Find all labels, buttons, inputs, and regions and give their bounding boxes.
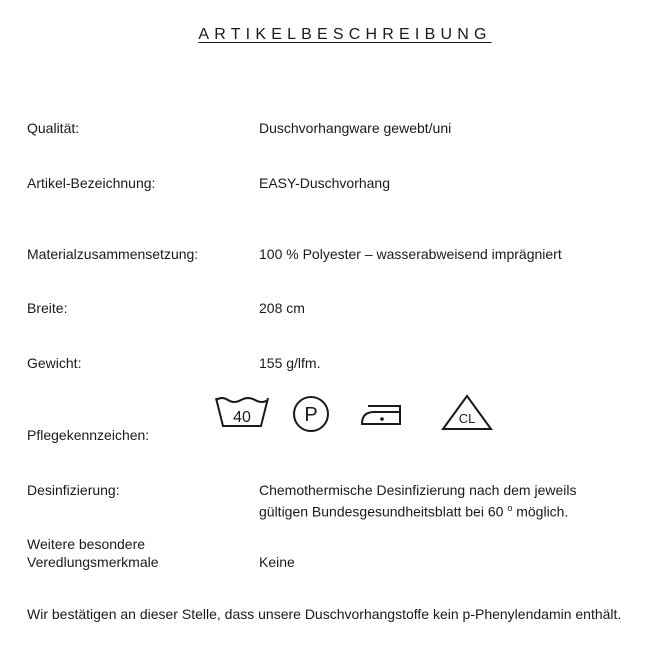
gewicht-value: 155 g/lfm. [259,355,321,371]
dry-clean-p-icon [291,394,331,434]
qualitaet-value: Duschvorhangware gewebt/uni [259,120,452,136]
breite-label: Breite: [27,300,68,316]
desinfizierung-label: Desinfizierung: [27,482,120,498]
bezeichnung-label: Artikel-Bezeichnung: [27,175,156,191]
veredlung-label [27,535,159,571]
chlorine-text: CL [458,411,476,426]
desinfizierung-line2 [259,499,639,521]
chlorine-bleach-icon [440,394,494,432]
desinfizierung-line2-text: gültigen Bundesgesundheitsblatt bei 60 [259,503,504,520]
bezeichnung-value: EASY-Duschvorhang [259,175,391,191]
desinfizierung-line1: Chemothermische Desinfizierung nach dem jeweils [259,482,577,498]
veredlung-value: Keine [259,554,295,570]
desinfizierung-line2-end: möglich. [512,503,569,520]
desinfizierung-value [259,481,639,521]
breite-value: 208 cm [259,300,305,316]
pflege-label: Pflegekennzeichen: [27,427,150,443]
page-title: ARTIKELBESCHREIBUNG [198,26,492,43]
gewicht-label: Gewicht: [27,355,82,371]
material-label: Materialzusammensetzung: [27,246,199,262]
wash-40-icon [214,394,270,430]
iron-low-icon [358,394,408,430]
veredlung-label-line2: Veredlungsmerkmale [27,554,159,570]
qualitaet-label: Qualität: [27,120,80,136]
dry-clean-letter: P [304,404,318,426]
footer-statement: Wir bestätigen an dieser Stelle, dass unsere Duschvorhangstoffe kein p-Phenylendamin enthält. [27,606,622,622]
material-value: 100 % Polyester – wasserabweisend imprägniert [259,246,562,262]
degree-symbol: o [507,503,513,513]
care-symbols [214,394,504,436]
wash-temp-text: 40 [233,409,251,426]
veredlung-label-line1: Weitere besondere [27,536,146,552]
